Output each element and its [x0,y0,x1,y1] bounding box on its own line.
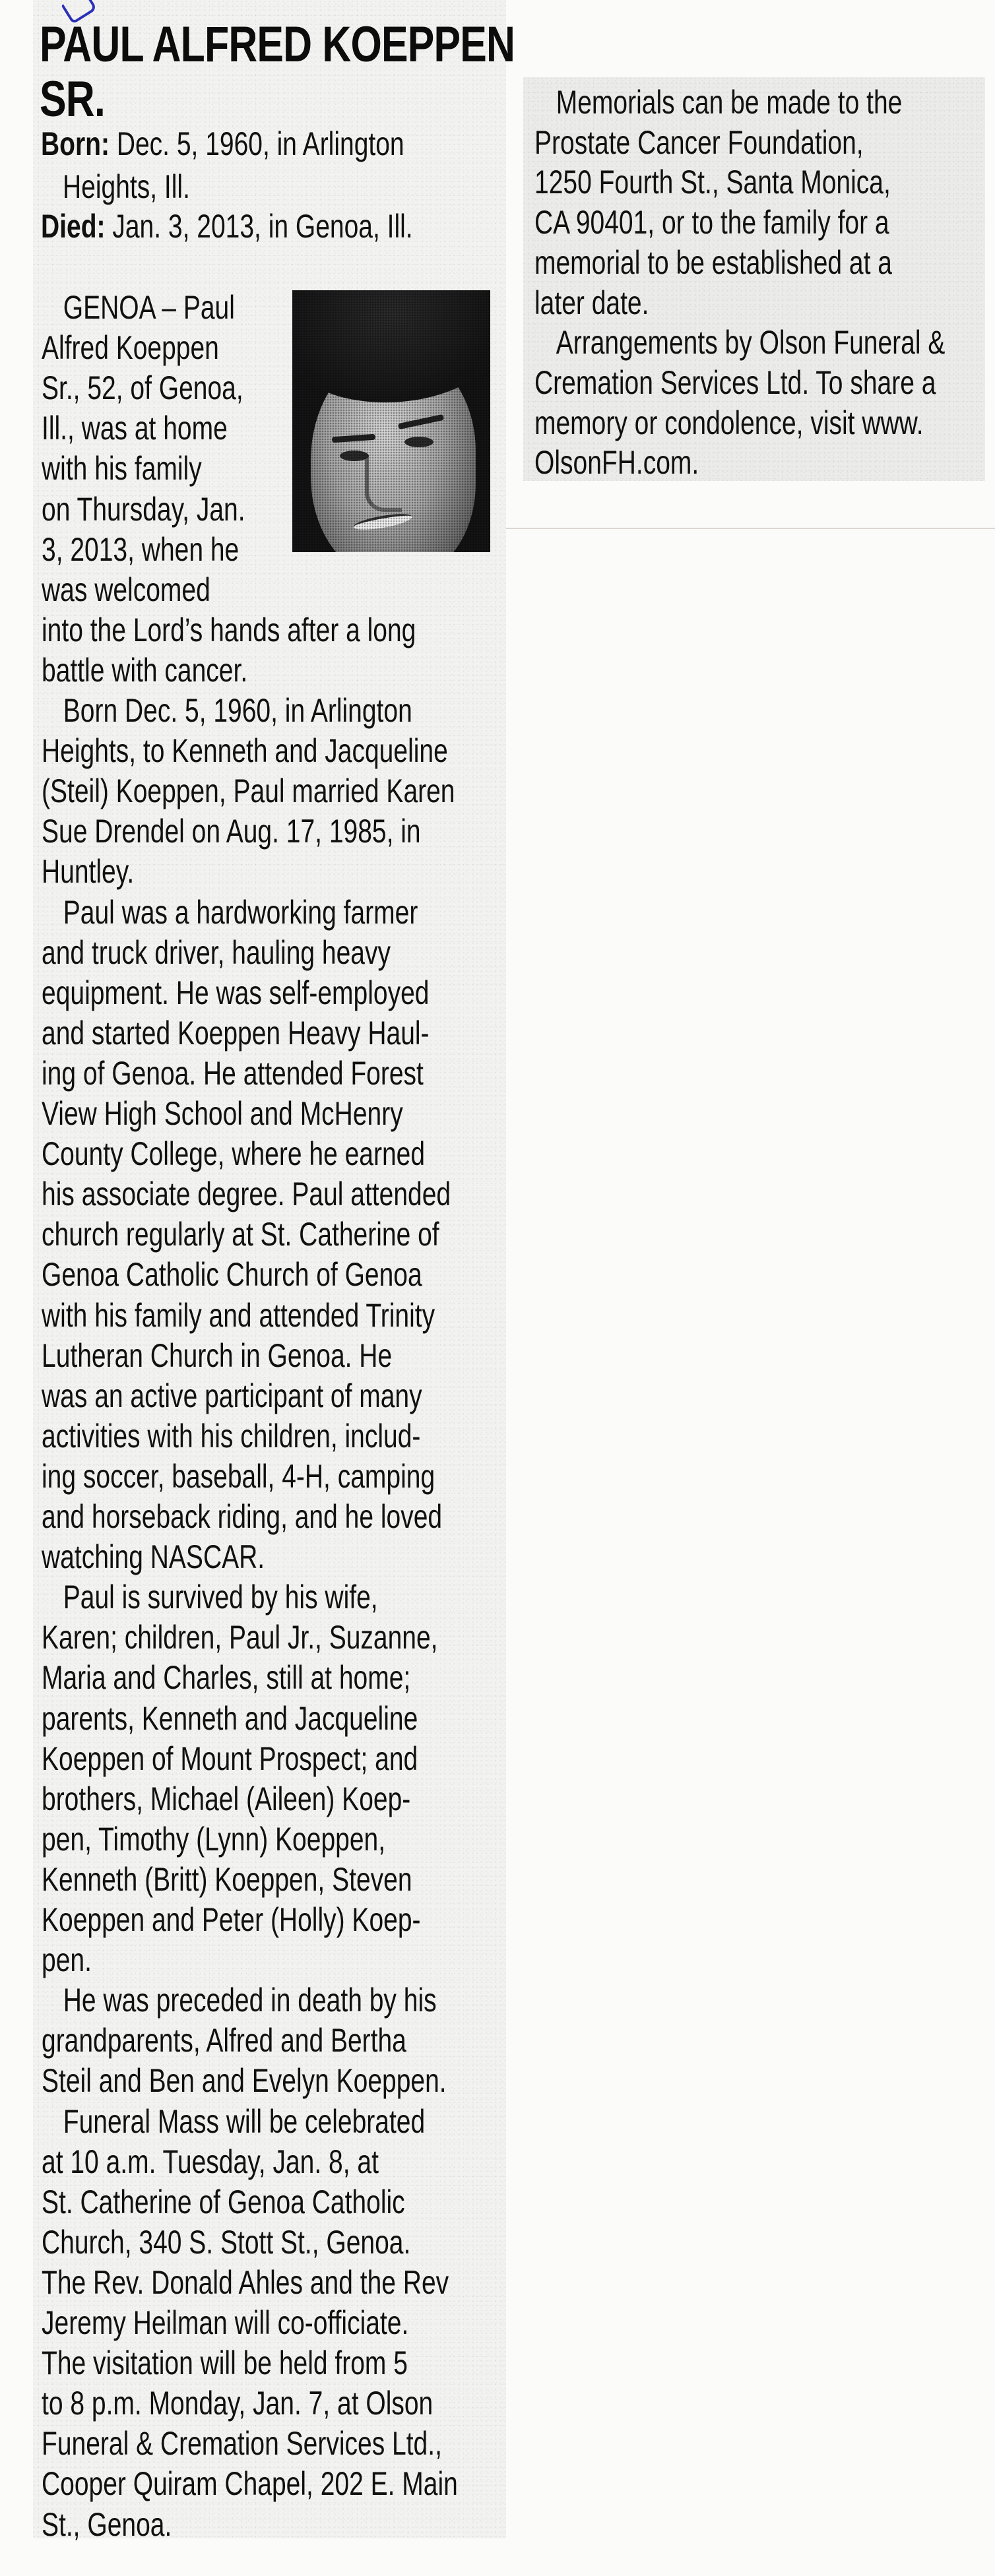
born-line [41,124,404,164]
body-text-line: at 10 a.m. Tuesday, Jan. 8, at [42,2143,379,2180]
born-label: Born: [41,125,110,162]
body-text-line: Steil and Ben and Evelyn Koeppen. [42,2062,447,2100]
body-text-line: pen, Timothy (Lynn) Koeppen, [42,1820,386,1858]
column-divider-rule [506,528,995,529]
obituary-title-line-2: SR. [40,71,105,127]
died-label: Died: [41,208,106,245]
body-text-line: Koeppen and Peter (Holly) Koep- [42,1901,421,1938]
body-text-line: and started Koeppen Heavy Haul- [42,1014,430,1052]
body-text-line: watching NASCAR. [42,1538,265,1576]
body-text-line: Sue Drendel on Aug. 17, 1985, in [42,813,421,850]
died-value: Jan. 3, 2013, in Genoa, Ill. [112,208,413,245]
body-text-line: into the Lord’s hands after a long [42,611,416,648]
body-text-line: Kenneth (Britt) Koeppen, Steven [42,1860,412,1898]
sidebar-text-line: memorial to be established at a [534,243,892,281]
body-text-line: grandparents, Alfred and Bertha [42,2022,406,2059]
body-text-line: battle with cancer. [42,651,248,689]
body-text-line: Church, 340 S. Stott St., Genoa. [42,2223,411,2261]
body-text-line: church regularly at St. Catherine of [42,1216,439,1253]
body-text-line: Huntley. [42,853,135,891]
body-text-line: St. Catherine of Genoa Catholic [42,2183,405,2220]
died-line [41,206,413,247]
body-text-line: Funeral Mass will be celebrated [63,2102,426,2140]
body-text-line: brothers, Michael (Aileen) Koep- [42,1780,411,1817]
body-text-line: on Thursday, Jan. [42,490,245,528]
body-text-line: ing soccer, baseball, 4-H, camping [42,1457,435,1495]
body-text-line: GENOA – Paul [63,289,235,326]
sidebar-text-line: Prostate Cancer Foundation, [534,123,864,161]
sidebar-text-line: CA 90401, or to the family for a [534,204,889,241]
body-text-line: View High School and McHenry [42,1095,403,1132]
sidebar-text-line: later date. [534,284,649,321]
body-text-line: Lutheran Church in Genoa. He [42,1336,393,1374]
sidebar-text-line: Memorials can be made to the [556,84,903,121]
sidebar-text-line: Arrangements by Olson Funeral & [556,324,946,361]
body-text-line: pen. [42,1941,92,1979]
born-value: Dec. 5, 1960, in Arlington [116,125,404,162]
body-text-line: 3, 2013, when he [42,530,240,568]
body-text-line: parents, Kenneth and Jacqueline [42,1699,418,1737]
body-text-line: Heights, to Kenneth and Jacqueline [42,732,448,770]
sidebar-text-line: OlsonFH.com. [534,444,699,482]
body-text-line: Maria and Charles, still at home; [42,1659,411,1697]
body-text-line: Paul is survived by his wife, [63,1579,378,1616]
body-text-line: his associate degree. Paul attended [42,1176,451,1213]
body-text-line: (Steil) Koeppen, Paul married Karen [42,772,455,810]
born-line-continued: Heights, Ill. [63,168,190,205]
sidebar-text-line: memory or condolence, visit www. [534,404,924,441]
body-text-line: activities with his children, includ- [42,1417,421,1455]
body-text-line: Cooper Quiram Chapel, 202 E. Main [42,2465,458,2503]
body-text-line: Ill., was at home [42,410,228,447]
body-text-line: and horseback riding, and he loved [42,1498,443,1535]
sidebar-text-line: 1250 Fourth St., Santa Monica, [534,164,891,201]
body-text-line: The Rev. Donald Ahles and the Rev [42,2263,449,2301]
body-text-line: Sr., 52, of Genoa, [42,369,243,407]
portrait-photo [292,290,490,552]
body-text-line: Funeral & Cremation Services Ltd., [42,2425,442,2463]
body-text-line: St., Genoa. [42,2505,172,2543]
body-text-line: County College, where he earned [42,1135,426,1173]
body-text-line: equipment. He was self-employed [42,974,430,1011]
body-text-line: to 8 p.m. Monday, Jan. 7, at Olson [42,2385,433,2422]
obituary-title-line-1: PAUL ALFRED KOEPPEN [40,16,515,73]
body-text-line: was an active participant of many [42,1377,422,1414]
body-text-line: Born Dec. 5, 1960, in Arlington [63,692,412,729]
body-text-line: He was preceded in death by his [63,1982,437,2019]
body-text-line: was welcomed [42,571,210,608]
body-text-line: with his family and attended Trinity [42,1296,435,1334]
body-text-line: Genoa Catholic Church of Genoa [42,1256,422,1294]
sidebar-text-line: Cremation Services Ltd. To share a [534,363,936,401]
body-text-line: ing of Genoa. He attended Forest [42,1054,424,1092]
body-text-line: Karen; children, Paul Jr., Suzanne, [42,1619,438,1656]
body-text-line: and truck driver, hauling heavy [42,933,391,971]
body-text-line: Alfred Koeppen [42,329,219,367]
body-text-line: Koeppen of Mount Prospect; and [42,1740,418,1777]
body-text-line: The visitation will be held from 5 [42,2344,408,2382]
body-text-line: Jeremy Heilman will co-officiate. [42,2304,409,2341]
body-text-line: with his family [42,450,202,487]
body-text-line: Paul was a hardworking farmer [63,893,418,931]
